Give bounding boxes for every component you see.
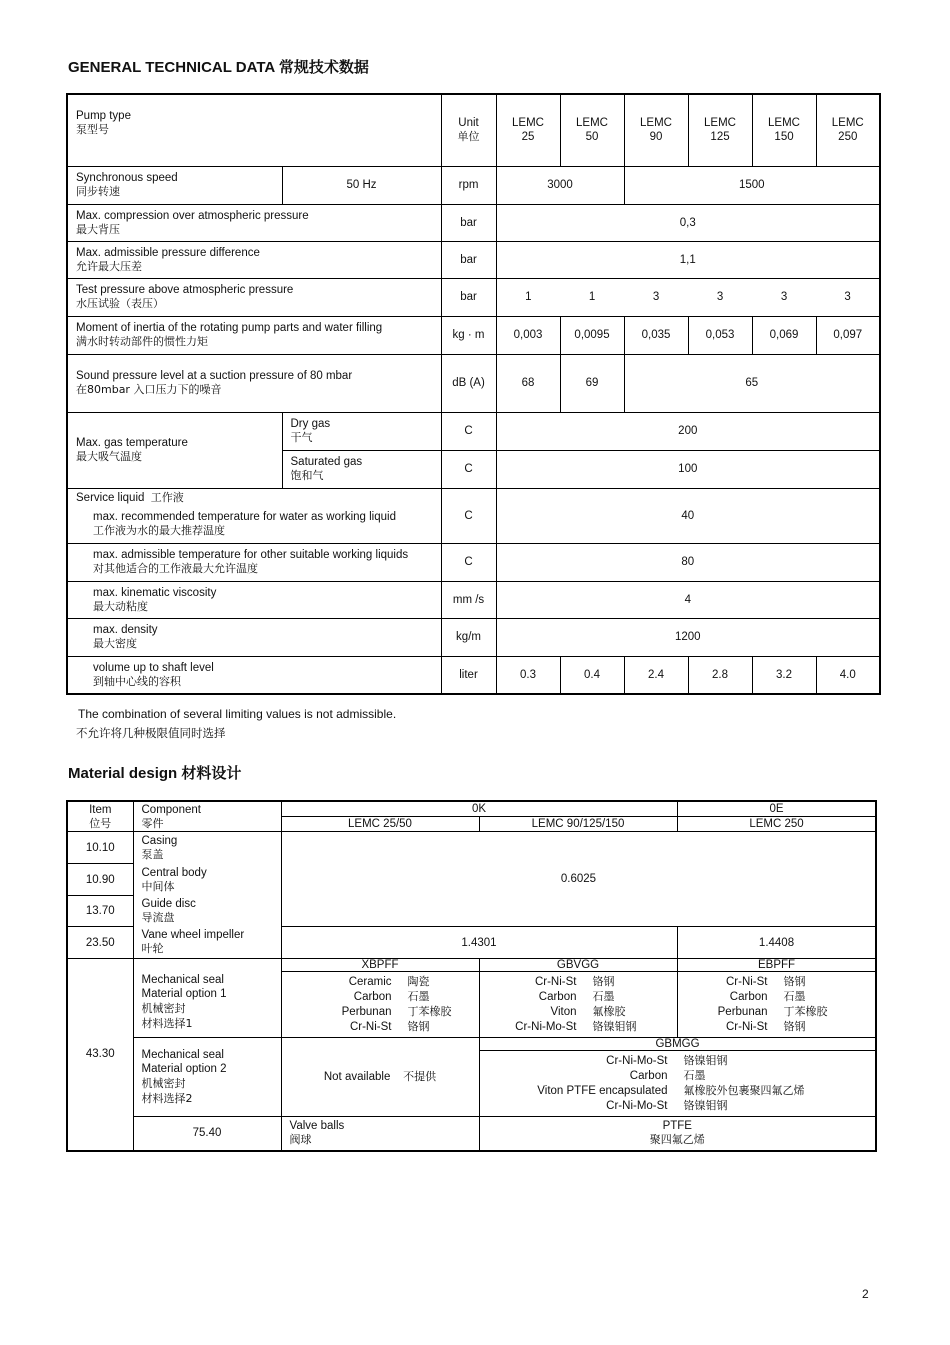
unit-header: Unit 单位: [441, 94, 496, 166]
row-label: max. kinematic viscosity 最大动粘度: [67, 581, 441, 618]
note-en: The combination of several limiting values is not admissible.: [78, 707, 397, 721]
material-en: Viton PTFE encapsulated: [537, 1085, 668, 1097]
table-row: [67, 354, 880, 412]
row-label: Sound pressure level at a suction pressure of 80 mbar 在80mbar 入口压力下的噪音: [67, 354, 441, 412]
frequency-cell: 50 Hz: [282, 166, 441, 204]
page-number: 2: [862, 1287, 869, 1301]
table-row: [67, 581, 880, 618]
material-cn: 石墨: [407, 990, 430, 1003]
value-cell: 1500: [624, 166, 880, 204]
material-cn: 铬钢: [783, 975, 806, 988]
value-cell: 100: [496, 450, 880, 488]
material-cn: 氟橡胶外包裹聚四氟乙烯: [683, 1084, 805, 1097]
value-cell: 4: [496, 581, 880, 618]
value-cell: 0,069: [752, 316, 816, 354]
row-label: Service liquid 工作液 max. recommended temperature for water as working liquid 工作液为水的最大推荐温度: [67, 488, 441, 543]
value-cell: 69: [560, 354, 624, 412]
material-1-4301: 1.4301: [281, 927, 677, 959]
gbmgg-header: GBMGG: [479, 1038, 876, 1051]
table-row: [67, 488, 880, 543]
row-label: Max. gas temperature 最大吸气温度: [67, 412, 282, 488]
material-en: Carbon: [729, 991, 768, 1003]
component-cell: Valve balls 阀球: [281, 1117, 479, 1151]
component-cell: Vane wheel impeller 叶轮: [133, 927, 281, 959]
unit-cell: mm /s: [441, 581, 496, 618]
seal-option-2-label: Mechanical seal Material option 2 机械密封 材料选择2: [133, 1038, 281, 1117]
xbpff-materials: [281, 972, 479, 1038]
material-en: Perbunan: [341, 1006, 392, 1018]
material-en: Cr-Ni-Mo-St: [606, 1100, 668, 1112]
value-cell: 0.4: [560, 656, 624, 694]
row-label: Moment of inertia of the rotating pump parts and water filling 满水时转动部件的惯性力矩: [67, 316, 441, 354]
ok-header: 0K: [281, 801, 677, 817]
gbvgg-header: GBVGG: [479, 959, 677, 972]
material-cn: 铬镍钼钢: [592, 1020, 637, 1033]
pump-type-label: Pump type 泵型号: [67, 94, 441, 166]
unit-cell: bar: [441, 278, 496, 316]
value-cell: 1: [560, 278, 624, 316]
table-row: [67, 656, 880, 694]
item-cell: 43.30: [67, 959, 133, 1151]
row-label: volume up to shaft level 到轴中心线的容积: [67, 656, 441, 694]
item-cell: 10.10: [67, 832, 133, 864]
row-label: max. admissible temperature for other suitable working liquids 对其他适合的工作液最大允许温度: [67, 543, 441, 581]
material-en: Viton: [550, 1006, 577, 1018]
ptfe-cell: PTFE 聚四氟乙烯: [479, 1117, 876, 1151]
material-en: Cr-Ni-Mo-St: [515, 1021, 577, 1033]
table-row: [67, 166, 880, 204]
technical-data-table: [66, 93, 881, 695]
table-row: [67, 204, 880, 241]
model-lemc-90: LEMC 90: [624, 94, 688, 166]
value-cell: 3: [688, 278, 752, 316]
row-label: Max. admissible pressure difference 允许最大压差: [67, 241, 441, 278]
table-row: [67, 543, 880, 581]
material-design-table: [66, 800, 877, 1152]
section-title-material-design: Material design 材料设计: [68, 765, 242, 782]
table-row: [67, 278, 880, 316]
item-cell: 10.90: [67, 864, 133, 896]
seal-option-1-label: Mechanical seal Material option 1 机械密封 材料选择1: [133, 959, 281, 1038]
value-cell: 0,3: [496, 204, 880, 241]
value-cell: 2.4: [624, 656, 688, 694]
model-lemc-125: LEMC 125: [688, 94, 752, 166]
table-row: [67, 832, 876, 864]
value-cell: 0.3: [496, 656, 560, 694]
value-cell: 0,003: [496, 316, 560, 354]
component-cell: Guide disc 导流盘: [133, 896, 281, 927]
table-row: [67, 241, 880, 278]
unit-cell: bar: [441, 204, 496, 241]
material-en: Perbunan: [717, 1006, 768, 1018]
value-cell: 0,0095: [560, 316, 624, 354]
value-cell: 4.0: [816, 656, 880, 694]
row-label: Max. compression over atmospheric pressure 最大背压: [67, 204, 441, 241]
material-cn: 丁苯橡胶: [783, 1005, 828, 1018]
section-title-technical-data: GENERAL TECHNICAL DATA 常规技术数据: [68, 59, 369, 76]
unit-cell: bar: [441, 241, 496, 278]
material-cn: 丁苯橡胶: [407, 1005, 452, 1018]
xbpff-header: XBPFF: [281, 959, 479, 972]
material-cn: 氟橡胶: [592, 1005, 626, 1018]
material-en: Carbon: [353, 991, 392, 1003]
not-available-cell: Not available 不提供: [281, 1038, 479, 1117]
row-label: Test pressure above atmospheric pressure 水压试验（表压）: [67, 278, 441, 316]
table-row: [67, 618, 880, 656]
table-row: [67, 316, 880, 354]
material-cn: 石墨: [592, 990, 615, 1003]
value-cell: 0,035: [624, 316, 688, 354]
table-row: [67, 412, 880, 450]
value-cell: 1: [496, 278, 560, 316]
material-cn: 铬镍钼钢: [683, 1054, 728, 1067]
value-cell: 3: [752, 278, 816, 316]
oe-header: 0E: [677, 801, 876, 817]
value-cell: 65: [624, 354, 880, 412]
material-cn: 石墨: [783, 990, 806, 1003]
lemc-25-50-header: LEMC 25/50: [281, 817, 479, 832]
model-lemc-250: LEMC 250: [816, 94, 880, 166]
value-cell: 1200: [496, 618, 880, 656]
unit-cell: kg/m: [441, 618, 496, 656]
model-lemc-50: LEMC 50: [560, 94, 624, 166]
value-cell: 80: [496, 543, 880, 581]
value-cell: 3.2: [752, 656, 816, 694]
table-row: [67, 1117, 876, 1151]
note-cn: 不允许将几种极限值同时选择: [76, 726, 226, 740]
table-row: [67, 927, 876, 959]
ebpff-header: EBPFF: [677, 959, 876, 972]
item-header: Item 位号: [67, 801, 133, 832]
material-en: Cr-Ni-St: [534, 976, 577, 988]
model-lemc-25: LEMC 25: [496, 94, 560, 166]
gbvgg-materials: [479, 972, 677, 1038]
material-en: Carbon: [538, 991, 577, 1003]
row-label: max. density 最大密度: [67, 618, 441, 656]
row-label: Synchronous speed 同步转速: [67, 166, 282, 204]
value-cell: 3: [624, 278, 688, 316]
lemc-90-125-150-header: LEMC 90/125/150: [479, 817, 677, 832]
ebpff-materials: [677, 972, 876, 1038]
value-cell: 0,053: [688, 316, 752, 354]
component-cell: Casing 泵盖: [133, 832, 281, 864]
unit-cell: rpm: [441, 166, 496, 204]
value-cell: 0,097: [816, 316, 880, 354]
material-en: Cr-Ni-St: [725, 1021, 768, 1033]
value-cell: 3000: [496, 166, 624, 204]
unit-cell: kg · m: [441, 316, 496, 354]
item-cell: 13.70: [67, 896, 133, 927]
saturated-gas-label: Saturated gas 饱和气: [282, 450, 441, 488]
material-cn: 铬镍钼钢: [683, 1099, 728, 1112]
lemc-250-header: LEMC 250: [677, 817, 876, 832]
material-cn: 铬钢: [407, 1020, 430, 1033]
unit-cell: C: [441, 412, 496, 450]
table-row: [67, 959, 876, 972]
material-en: Cr-Ni-St: [725, 976, 768, 988]
unit-cell: liter: [441, 656, 496, 694]
material-0-6025: 0.6025: [281, 832, 876, 927]
component-header: Component 零件: [133, 801, 281, 832]
unit-cell: dB (A): [441, 354, 496, 412]
unit-cell: C: [441, 488, 496, 543]
component-cell: Central body 中间体: [133, 864, 281, 896]
value-cell: 1,1: [496, 241, 880, 278]
table-row: [67, 1038, 876, 1051]
value-cell: 40: [496, 488, 880, 543]
material-1-4408: 1.4408: [677, 927, 876, 959]
material-en: Cr-Ni-St: [349, 1021, 392, 1033]
material-en: Cr-Ni-Mo-St: [606, 1055, 668, 1067]
material-en: Carbon: [629, 1070, 668, 1082]
material-cn: 石墨: [683, 1069, 706, 1082]
unit-cell: C: [441, 543, 496, 581]
value-cell: 2.8: [688, 656, 752, 694]
material-en: Ceramic: [348, 976, 392, 988]
item-cell: 75.40: [133, 1117, 281, 1151]
material-cn: 铬钢: [592, 975, 615, 988]
material-cn: 铬钢: [783, 1020, 806, 1033]
model-lemc-150: LEMC 150: [752, 94, 816, 166]
material-cn: 陶瓷: [407, 975, 430, 988]
value-cell: 3: [816, 278, 880, 316]
value-cell: 200: [496, 412, 880, 450]
value-cell: 68: [496, 354, 560, 412]
gbmgg-materials: [479, 1051, 876, 1117]
dry-gas-label: Dry gas 干气: [282, 412, 441, 450]
item-cell: 23.50: [67, 927, 133, 959]
unit-cell: C: [441, 450, 496, 488]
